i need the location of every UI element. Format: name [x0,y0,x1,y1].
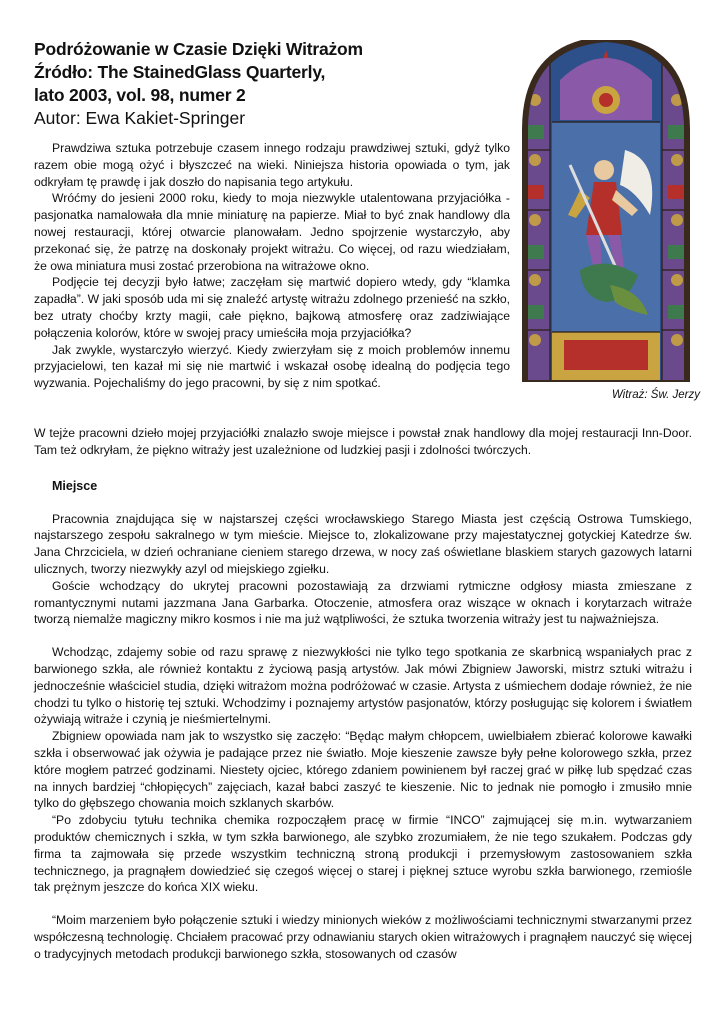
stained-glass-figure [520,40,692,382]
section-paragraph-3: Wchodząc, zdajemy sobie od razu sprawę z niezwykłości nie tylko tego spotkania ze skarbnicą wspaniałych prac z barwionego szkła, ale również kontaktu z życiową pasją artystów. Jak mówi Zbigniew Jaworski, mistrz sztuki witrażu i jednocześnie właściciel studia, dzięki witrażom można podróżować w czasie. Artysta z uśmiechem dodaje również, że nie chodzi tu tylko o historię tej sztuki. Wchodzimy i poznajemy artystów pasjonatów, którzy posługując się kolorem i światłem ożywiają witraże i czynią je nieśmiertelnymi. [34,645,692,727]
intro-paragraph-4-continued: W tejże pracowni dzieło mojej przyjaciółki znalazło swoje miejsce i powstał znak handlowy dla mojej restauracji Inn-Door. Tam też odkryłam, że piękno witraży jest uzależnione od ludzkiej pasji i zdolności twórczych. [34,426,692,457]
section-paragraph-6: “Moim marzeniem było połączenie sztuki i wiedzy minionych wieków z możliwościami technicznymi stwarzanymi przez współczesną technologię. Chciałem pracować przy odnawianiu starych okien witrażowych i pragnąłem nauczyć się więcej o tradycyjnych metodach produkcji barwionego szkła, stosowanych od czasów [34,913,692,961]
section-paragraph-2: Goście wchodzący do ukrytej pracowni pozostawiają za drzwiami rytmiczne odgłosy miasta zmieszane z romantycznymi nutami jazzmana Jana Garbarka. Otoczenie, atmosfera oraz wiszące w oknach i korytarzach witraże tworzą niemalże magiczny mikro kosmos i nie ma już wątpliwości, że sztuka tworzenia witraży jest tu najważniejsza. [34,578,692,627]
intro-paragraph-4: Jak zwykle, wystarczyło wierzyć. Kiedy zwierzyłam się z moich problemów innemu przyjacielowi, ten kazał mi się nie martwić i wskazał osobę idealną do podjęcia tego wyzwania. Pojechaliśmy do jego pracowni, by się z nim spotkać. [34,342,510,391]
article-header [34,38,504,130]
figure-caption: Witraż: Św. Jerzy [611,389,700,401]
section-heading: Miejsce [52,478,98,493]
article-issue: lato 2003, vol. 98, numer 2 [34,85,246,105]
article-title: Podróżowanie w Czasie Dzięki Witrażom [34,39,363,59]
body-column [34,425,692,963]
article-source: Źródło: The StainedGlass Quarterly, [34,62,326,82]
section-paragraph-1: Pracownia znajdująca się w najstarszej części wrocławskiego Starego Miasta jest częścią Ostrowa Tumskiego, najstarszego zespołu sakralnego w tym mieście. Miejsce to, zlokalizowane przy majestatycznej gotyckiej Katedrze św. Jana Chrzciciela, w dzień ochraniane cieniem starego drzewa, w nocy zaś oświetlane blaskiem starych gazowych latarni ulicznych, tworzy niezwykły azyl od miejskiego zgiełku. [34,511,692,576]
intro-column [34,140,510,392]
intro-paragraph-2: Wróćmy do jesieni 2000 roku, kiedy to moja niezwykle utalentowana przyjaciółka -pasjonatka namalowała dla mnie miniaturę na papierze. Miał to być znak handlowy dla nowej restauracji, której otwarcie planowałam. Jedno spojrzenie wystarczyło, aby przekonać się, że patrzę na doskonały projekt witrażu. Co więcej, od razu wiedziałam, że owa miniatura musi zostać przerobiona na witrażowe okno. [34,191,510,273]
section-paragraph-5: “Po zdobyciu tytułu technika chemika rozpocząłem pracę w firmie “INCO” zajmującej się m.in. wytwarzaniem produktów chemicznych i szkła, w tym szkła barwionego, ale szybko zrozumiałem, że nie tego szukałem. Podczas gdy firma ta zajmowała się przede wszystkim techniczną stroną produkcji i przemysłowym zastosowaniem szkła technicznego, ja pragnąłem dowiedzieć się czegoś więcej o starej i pięknej sztuce wyrobu szkła barwionego, rzemiośle tak prężnym jeszcze do końca XIX wieku. [34,813,692,895]
intro-paragraph-3: Podjęcie tej decyzji było łatwe; zaczęłam się martwić dopiero wtedy, gdy “klamka zapadła”. W jaki sposób uda mi się znaleźć artystę witrażu zdolnego przenieść na szkło, bez utraty choćby krzty magii, całe piękno, bajkową atmosferę oraz zadziwiające połączenia kolorów, które w swojej pracy umieściła moja przyjaciółka? [34,275,510,340]
intro-paragraph-1: Prawdziwa sztuka potrzebuje czasem innego rodzaju prawdziwej sztuki, gdyż tylko razem obie mogą ożyć i błyszczeć na wieki. Niniejsza historia opowiada o tym, jak odkryłam tę prawdę i jak doszło do napisania tego artykułu. [34,141,510,189]
stained-glass-window-image [520,40,692,382]
article-author: Autor: Ewa Kakiet-Springer [34,108,246,128]
section-paragraph-4: Zbigniew opowiada nam jak to wszystko się zaczęło: “Będąc małym chłopcem, uwielbiałem zbierać kolorowe kawałki szkła i obserwować jak ożywia je padające przez nie światło. Moje kieszenie zawsze były pełne kolorowego szkła, przez które mogłem patrzeć godzinami. Niestety ojciec, którego zdaniem powinienem był raczej grać w piłkę lub spędzać czas na innych bardziej “chłopięcych” zajęciach, kazał babci zaszyć te kieszenie. Nic to jednak nie pomogło i zmusiło mnie tylko do głębszego chowania moich szklanych skarbów. [34,729,692,811]
